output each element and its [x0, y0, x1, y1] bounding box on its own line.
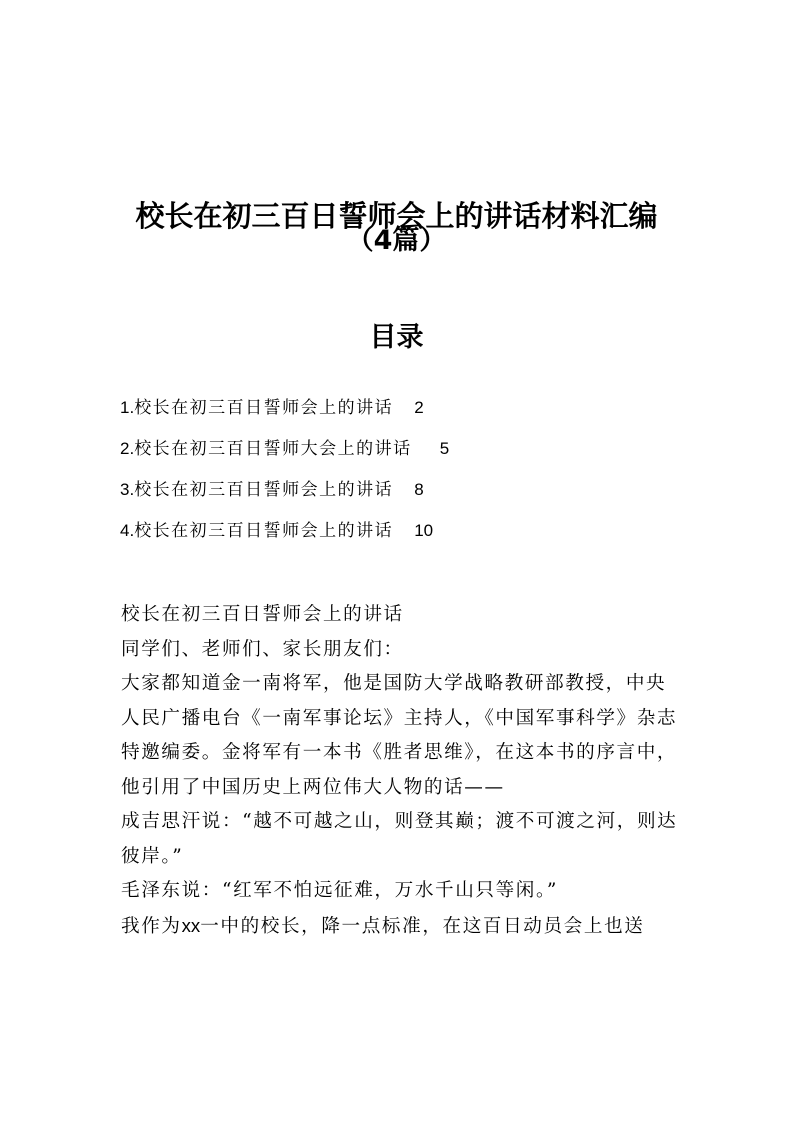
- toc-item-page: 5: [439, 439, 450, 458]
- toc-item-page: 2: [414, 398, 424, 417]
- toc-item-text: 校长在初三百日誓师会上的讲话: [134, 398, 394, 418]
- text-run-latin: xx: [181, 914, 201, 936]
- body-text: [121, 598, 681, 944]
- toc-item-number: 4.: [120, 521, 135, 540]
- toc-item[interactable]: [120, 434, 449, 475]
- toc-item-number: 3.: [120, 480, 135, 499]
- toc-item-page: 8: [414, 480, 424, 499]
- toc-item-number: 2.: [120, 439, 135, 458]
- paragraph: 成吉思汗说：“越不可越之山，则登其巅；渡不可渡之河，则达彼岸。”: [121, 811, 678, 867]
- table-of-contents: [120, 393, 449, 557]
- paragraph: 毛泽东说：“红军不怕远征难，万水千山只等闲。”: [121, 880, 558, 901]
- toc-item-text: 校长在初三百日誓师大会上的讲话: [134, 439, 412, 459]
- toc-heading: 目录: [369, 322, 424, 353]
- section-title: 校长在初三百日誓师会上的讲话: [121, 604, 404, 625]
- paragraph-last-line: [121, 909, 681, 945]
- text-run: 我作为: [121, 915, 182, 937]
- toc-item-page: 10: [414, 521, 434, 540]
- toc-item-text: 校长在初三百日誓师会上的讲话: [134, 480, 394, 500]
- text-run: 一中的校长，降一点标准，在这百日动员会上也送: [200, 915, 645, 937]
- paragraph: 大家都知道金一南将军，他是国防大学战略教研部教授，中央人民广播电台《一南军事论坛》主持人，《中国军事科学》杂志特邀编委。金将军有一本书《胜者思维》，在这本书的序言中，他引用了中国历史上两位伟大人物的话——: [121, 673, 678, 798]
- toc-item[interactable]: [120, 516, 449, 557]
- toc-item[interactable]: [120, 393, 449, 434]
- document-title-count: （4篇）: [346, 225, 447, 256]
- toc-item-number: 1.: [120, 398, 135, 417]
- toc-item[interactable]: [120, 475, 449, 516]
- greeting: 同学们、老师们、家长朋友们：: [121, 638, 404, 660]
- toc-item-text: 校长在初三百日誓师会上的讲话: [134, 521, 394, 541]
- document-title: 校长在初三百日誓师会上的讲话材料汇编: [135, 199, 658, 233]
